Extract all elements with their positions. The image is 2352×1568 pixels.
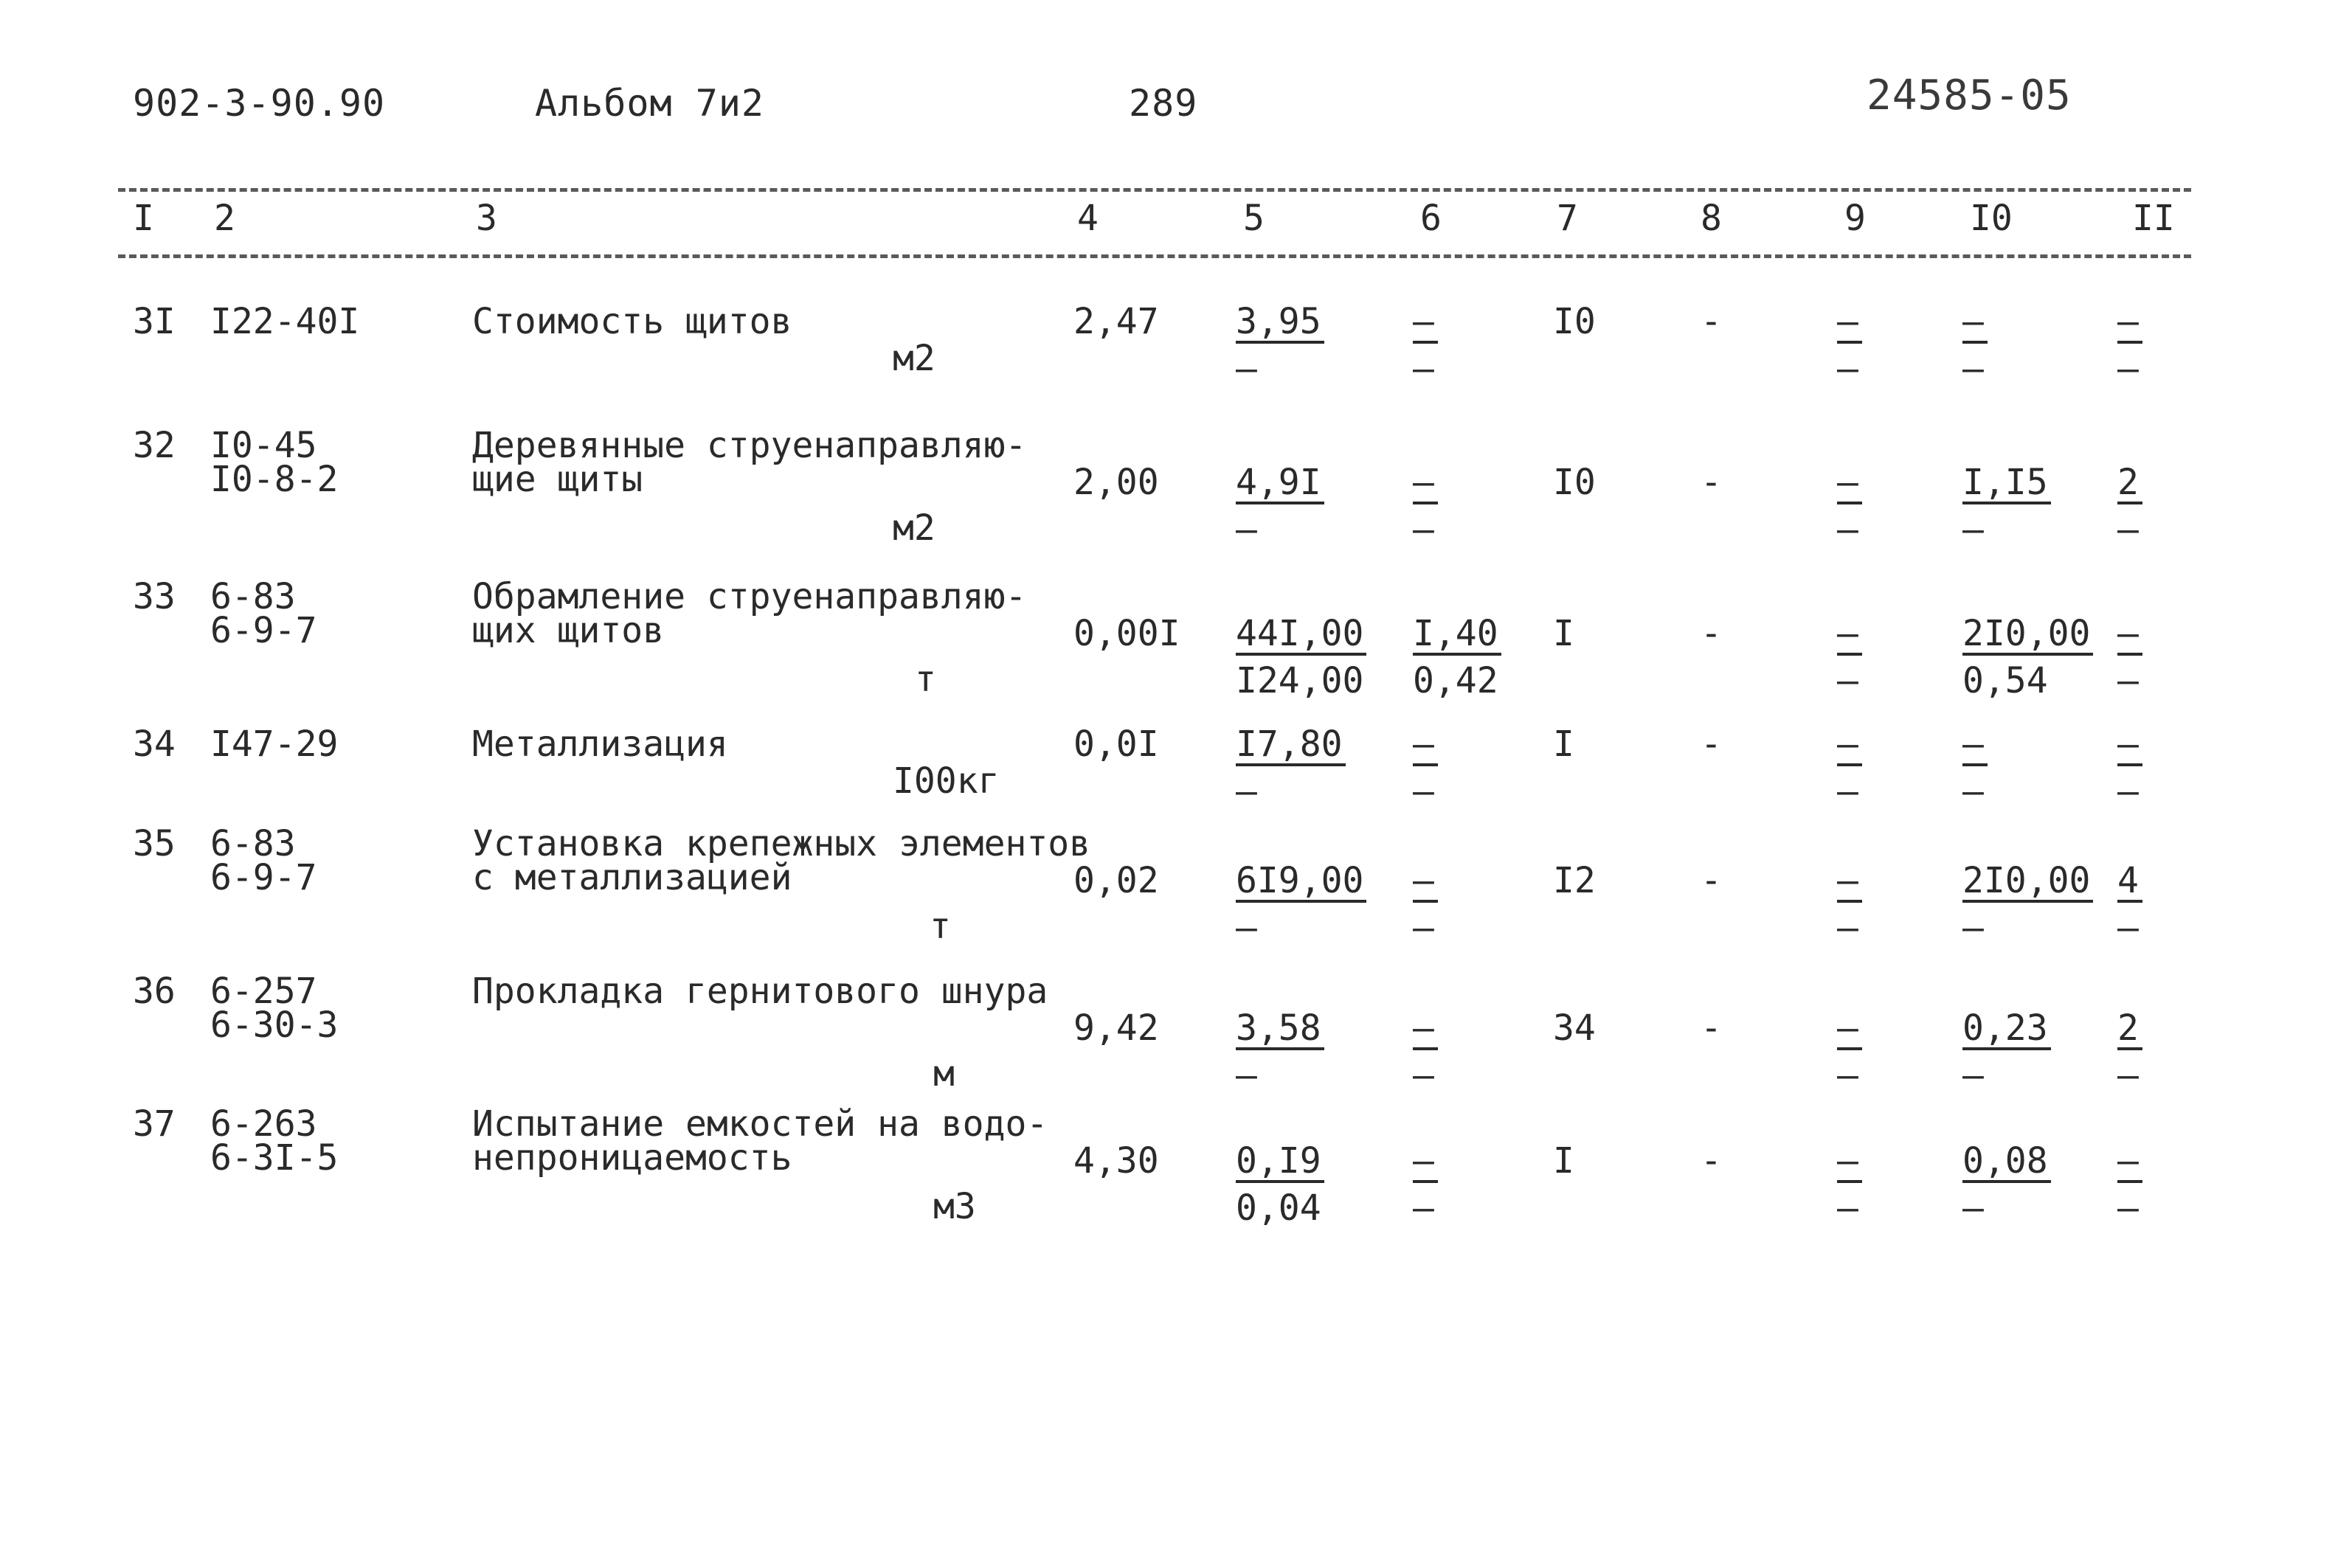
quantity: 0,0I: [1073, 724, 1159, 765]
quantity: 2,00: [1073, 462, 1159, 503]
col10-value: [1962, 1007, 2051, 1096]
col11-value-numerator: 2: [2117, 1010, 2142, 1050]
work-name: Прокладка гернитового шнура: [472, 971, 1048, 1012]
work-name: Деревянные струенаправляю-: [472, 425, 1027, 466]
unit-of-measure: м3: [933, 1186, 976, 1227]
col8-value: -: [1701, 860, 1722, 901]
col10-value: [1962, 1140, 2051, 1229]
col8-value: -: [1701, 462, 1722, 503]
unit-of-measure: т: [915, 659, 936, 700]
norm-code-secondary: 6-30-3: [210, 1005, 339, 1046]
quantity: 0,00I: [1073, 613, 1180, 654]
norm-code: I0-45: [210, 425, 317, 466]
col11-value-numerator: –: [2117, 726, 2142, 766]
col10-value: [1962, 860, 2093, 948]
col6-value-denominator: –: [1413, 509, 1434, 550]
row-number: 36: [133, 971, 176, 1012]
cost-value-numerator: 3,58: [1236, 1010, 1324, 1050]
cost-value-numerator: I7,80: [1236, 726, 1346, 766]
cost-value: [1236, 860, 1366, 948]
col11-value-numerator: 2: [2117, 465, 2142, 504]
col10-value: [1962, 462, 2051, 550]
col7-value: I: [1553, 724, 1574, 765]
col6-value-numerator: –: [1413, 1010, 1438, 1050]
inventory-stamp: 24585-05: [1867, 72, 2072, 119]
col6-value-numerator: –: [1413, 863, 1438, 903]
cost-value-denominator: –: [1236, 907, 1257, 948]
col6-value-numerator: –: [1413, 465, 1438, 504]
col6-value-denominator: –: [1413, 1055, 1434, 1096]
col11-value-numerator: –: [2117, 616, 2142, 656]
col10-value-numerator: 0,23: [1962, 1010, 2051, 1050]
col11-value-denominator: –: [2117, 660, 2139, 701]
row-number: 35: [133, 823, 176, 864]
col7-value: I: [1553, 613, 1574, 654]
header-top-rule: [118, 188, 2191, 192]
col10-value-denominator: 0,54: [1962, 660, 2048, 701]
quantity: 4,30: [1073, 1140, 1159, 1182]
cost-value-numerator: 6I9,00: [1236, 863, 1366, 903]
col9-value-denominator: –: [1837, 509, 1858, 550]
col11-value-numerator: –: [2117, 1143, 2142, 1183]
col9-value: [1837, 613, 1862, 701]
col6-value-denominator: –: [1413, 1187, 1434, 1229]
col9-value: [1837, 301, 1862, 389]
col10-value: [1962, 613, 2093, 701]
col6-value: [1413, 724, 1438, 812]
work-name: Испытание емкостей на водо-: [472, 1103, 1048, 1145]
cost-value-denominator: 0,04: [1236, 1187, 1321, 1229]
col11-value: [2117, 613, 2142, 701]
cost-value: [1236, 613, 1366, 701]
quantity: 2,47: [1073, 301, 1159, 342]
column-header: 6: [1420, 198, 1442, 239]
work-name: Установка крепежных элементов: [472, 823, 1091, 864]
column-header: 2: [214, 198, 235, 239]
norm-code: 6-83: [210, 823, 296, 864]
col10-value-denominator: –: [1962, 348, 1984, 389]
col10-value-denominator: –: [1962, 771, 1984, 812]
col9-value-numerator: –: [1837, 726, 1862, 766]
col8-value: -: [1701, 1140, 1722, 1182]
col9-value-numerator: –: [1837, 1010, 1862, 1050]
col11-value: [2117, 462, 2142, 550]
album-label: Альбом 7и2: [535, 82, 765, 125]
col6-value-denominator: –: [1413, 771, 1434, 812]
cost-value-denominator: –: [1236, 348, 1257, 389]
col6-value: [1413, 301, 1438, 389]
col9-value-denominator: –: [1837, 1055, 1858, 1096]
col6-value-denominator: –: [1413, 907, 1434, 948]
norm-code: I47-29: [210, 724, 339, 765]
work-name-continued: щие щиты: [472, 459, 643, 500]
column-header: 8: [1701, 198, 1722, 239]
col10-value: [1962, 724, 1988, 812]
unit-of-measure: м2: [893, 338, 935, 379]
cost-value-denominator: –: [1236, 509, 1257, 550]
page-number: 289: [1129, 82, 1198, 125]
column-header: I: [133, 198, 154, 239]
col8-value: -: [1701, 613, 1722, 654]
norm-code: I22-40I: [210, 301, 360, 342]
norm-code-secondary: 6-9-7: [210, 610, 317, 651]
work-name-continued: щих щитов: [472, 610, 665, 651]
col10-value-numerator: 0,08: [1962, 1143, 2051, 1183]
col7-value: I0: [1553, 301, 1596, 342]
col11-value-denominator: –: [2117, 771, 2139, 812]
col10-value-numerator: 2I0,00: [1962, 616, 2093, 656]
col10-value: [1962, 301, 1988, 389]
col9-value-denominator: –: [1837, 771, 1858, 812]
column-header: 4: [1077, 198, 1099, 239]
norm-code-secondary: 6-9-7: [210, 857, 317, 898]
col6-value-denominator: 0,42: [1413, 660, 1498, 701]
cost-value-numerator: 3,95: [1236, 304, 1324, 344]
col9-value-numerator: –: [1837, 1143, 1862, 1183]
cost-value-numerator: 44I,00: [1236, 616, 1366, 656]
col10-value-denominator: –: [1962, 907, 1984, 948]
cost-value: [1236, 724, 1346, 812]
cost-value: [1236, 1140, 1324, 1229]
col9-value: [1837, 1140, 1862, 1229]
col11-value-denominator: –: [2117, 1187, 2139, 1229]
col11-value-denominator: –: [2117, 1055, 2139, 1096]
col9-value-denominator: –: [1837, 660, 1858, 701]
col10-value-numerator: 2I0,00: [1962, 863, 2093, 903]
unit-of-measure: I00кг: [893, 760, 1000, 802]
work-name: Металлизация: [472, 724, 728, 765]
work-name-continued: непроницаемость: [472, 1137, 792, 1179]
column-header: 3: [476, 198, 497, 239]
col11-value: [2117, 860, 2142, 948]
col9-value: [1837, 860, 1862, 948]
row-number: 3I: [133, 301, 176, 342]
norm-code: 6-257: [210, 971, 317, 1012]
document-code: 902-3-90.90: [133, 82, 386, 125]
col9-value-denominator: –: [1837, 907, 1858, 948]
column-header: 5: [1243, 198, 1265, 239]
unit-of-measure: т: [930, 906, 951, 947]
col7-value: I2: [1553, 860, 1596, 901]
norm-code: 6-263: [210, 1103, 317, 1145]
col6-value: [1413, 1007, 1438, 1096]
unit-of-measure: м2: [893, 507, 935, 549]
norm-code-secondary: 6-3I-5: [210, 1137, 339, 1179]
quantity: 0,02: [1073, 860, 1159, 901]
col11-value-denominator: –: [2117, 509, 2139, 550]
row-number: 37: [133, 1103, 176, 1145]
col10-value-numerator: I,I5: [1962, 465, 2051, 504]
cost-value: [1236, 462, 1324, 550]
work-name: Стоимость щитов: [472, 301, 792, 342]
col6-value: [1413, 613, 1501, 701]
column-header: I0: [1970, 198, 2013, 239]
col10-value-numerator: –: [1962, 726, 1988, 766]
col9-value: [1837, 462, 1862, 550]
work-name: Обрамление струенаправляю-: [472, 576, 1027, 617]
col9-value-numerator: –: [1837, 616, 1862, 656]
col11-value-denominator: –: [2117, 907, 2139, 948]
col7-value: I0: [1553, 462, 1596, 503]
col11-value: [2117, 1140, 2142, 1229]
work-name-continued: с металлизацией: [472, 857, 792, 898]
col10-value-numerator: –: [1962, 304, 1988, 344]
col7-value: 34: [1553, 1007, 1596, 1049]
col6-value-numerator: –: [1413, 1143, 1438, 1183]
cost-value: [1236, 301, 1324, 389]
cost-value-denominator: –: [1236, 771, 1257, 812]
col9-value-denominator: –: [1837, 348, 1858, 389]
col9-value-numerator: –: [1837, 863, 1862, 903]
cost-value-numerator: 4,9I: [1236, 465, 1324, 504]
col9-value: [1837, 724, 1862, 812]
col10-value-denominator: –: [1962, 509, 1984, 550]
norm-code: 6-83: [210, 576, 296, 617]
column-header: 9: [1844, 198, 1866, 239]
row-number: 34: [133, 724, 176, 765]
col6-value-numerator: I,40: [1413, 616, 1501, 656]
quantity: 9,42: [1073, 1007, 1159, 1049]
col11-value: [2117, 301, 2142, 389]
col10-value-denominator: –: [1962, 1055, 1984, 1096]
row-number: 33: [133, 576, 176, 617]
col9-value: [1837, 1007, 1862, 1096]
col6-value-numerator: –: [1413, 304, 1438, 344]
cost-value: [1236, 1007, 1324, 1096]
col6-value: [1413, 860, 1438, 948]
col11-value-numerator: 4: [2117, 863, 2142, 903]
norm-code-secondary: I0-8-2: [210, 459, 339, 500]
col8-value: -: [1701, 301, 1722, 342]
unit-of-measure: м: [933, 1053, 955, 1095]
col6-value: [1413, 1140, 1438, 1229]
col8-value: -: [1701, 724, 1722, 765]
column-header: II: [2132, 198, 2175, 239]
col9-value-denominator: –: [1837, 1187, 1858, 1229]
col8-value: -: [1701, 1007, 1722, 1049]
header-bottom-rule: [118, 254, 2191, 258]
row-number: 32: [133, 425, 176, 466]
col11-value: [2117, 724, 2142, 812]
col11-value-denominator: –: [2117, 348, 2139, 389]
col11-value: [2117, 1007, 2142, 1096]
cost-value-denominator: –: [1236, 1055, 1257, 1096]
col9-value-numerator: –: [1837, 304, 1862, 344]
cost-value-denominator: I24,00: [1236, 660, 1364, 701]
col9-value-numerator: –: [1837, 465, 1862, 504]
cost-value-numerator: 0,I9: [1236, 1143, 1324, 1183]
col6-value-denominator: –: [1413, 348, 1434, 389]
col6-value: [1413, 462, 1438, 550]
col6-value-numerator: –: [1413, 726, 1438, 766]
col11-value-numerator: –: [2117, 304, 2142, 344]
col10-value-denominator: –: [1962, 1187, 1984, 1229]
col7-value: I: [1553, 1140, 1574, 1182]
column-header: 7: [1557, 198, 1578, 239]
